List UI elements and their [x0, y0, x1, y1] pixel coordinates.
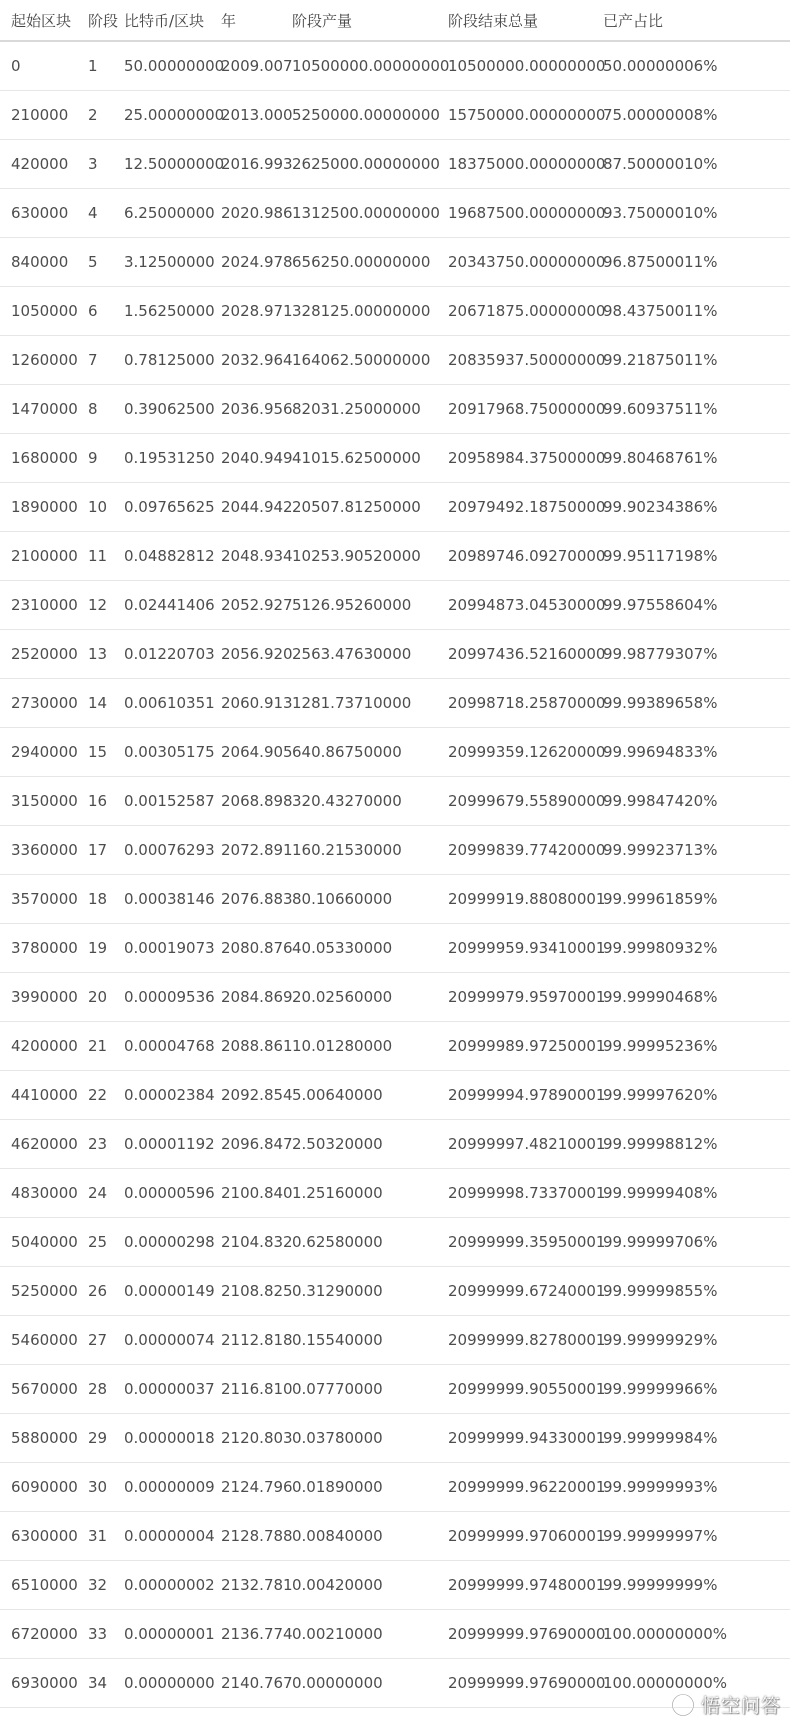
cell-stage: 15 — [88, 742, 108, 761]
cell-stage-output: 0.62580000 — [292, 1232, 383, 1251]
cell-produced-percent: 100.00000000% — [603, 1624, 727, 1643]
cell-produced-percent: 99.99999408% — [603, 1183, 718, 1202]
table-row — [0, 531, 790, 580]
cell-stage: 11 — [88, 546, 108, 565]
cell-stage-output: 1.25160000 — [292, 1183, 383, 1202]
cell-stage-end-total: 20917968.75000000 — [448, 399, 606, 418]
cell-start-block: 210000 — [11, 105, 69, 124]
cell-produced-percent: 99.99980932% — [603, 938, 718, 957]
cell-stage: 3 — [88, 154, 98, 173]
table-row — [0, 874, 790, 923]
cell-start-block: 5460000 — [11, 1330, 78, 1349]
cell-stage-output: 20507.81250000 — [292, 497, 421, 516]
cell-start-block: 2940000 — [11, 742, 78, 761]
cell-btc-per-block: 0.39062500 — [124, 399, 215, 418]
cell-stage-output: 0.00420000 — [292, 1575, 383, 1594]
cell-produced-percent: 99.99999966% — [603, 1379, 718, 1398]
cell-stage: 8 — [88, 399, 98, 418]
table-row — [0, 1021, 790, 1070]
table-row — [0, 1462, 790, 1511]
cell-produced-percent: 99.99389658% — [603, 693, 718, 712]
table-row — [0, 1511, 790, 1560]
cell-btc-per-block: 6.25000000 — [124, 203, 215, 222]
cell-stage-end-total: 20999997.48210001 — [448, 1134, 606, 1153]
cell-year: 2044.942 — [221, 497, 293, 516]
cell-stage-end-total: 10500000.00000000 — [448, 56, 606, 75]
cell-stage-output: 41015.62500000 — [292, 448, 421, 467]
table-row — [0, 1315, 790, 1364]
cell-start-block: 4830000 — [11, 1183, 78, 1202]
cell-year: 2108.825 — [221, 1281, 293, 1300]
cell-stage: 2 — [88, 105, 98, 124]
cell-year: 2104.832 — [221, 1232, 293, 1251]
header-row — [0, 0, 790, 41]
cell-stage-output: 40.05330000 — [292, 938, 393, 957]
cell-stage-output: 0.31290000 — [292, 1281, 383, 1300]
cell-stage: 4 — [88, 203, 98, 222]
col-header-year: 年 — [221, 11, 237, 30]
cell-start-block: 420000 — [11, 154, 69, 173]
cell-btc-per-block: 0.00000001 — [124, 1624, 215, 1643]
cell-start-block: 2520000 — [11, 644, 78, 663]
table-row — [0, 237, 790, 286]
cell-stage: 10 — [88, 497, 108, 516]
cell-stage-output: 0.00000000 — [292, 1673, 383, 1692]
cell-start-block: 3990000 — [11, 987, 78, 1006]
cell-start-block: 5880000 — [11, 1428, 78, 1447]
cell-year: 2068.898 — [221, 791, 293, 810]
cell-produced-percent: 99.98779307% — [603, 644, 718, 663]
cell-year: 2048.934 — [221, 546, 293, 565]
cell-btc-per-block: 0.00610351 — [124, 693, 215, 712]
cell-stage-end-total: 20999999.35950001 — [448, 1232, 606, 1251]
cell-stage: 32 — [88, 1575, 108, 1594]
cell-start-block: 2310000 — [11, 595, 78, 614]
cell-stage: 28 — [88, 1379, 108, 1398]
cell-year: 2013.000 — [221, 105, 293, 124]
cell-btc-per-block: 12.50000000 — [124, 154, 225, 173]
table-row — [0, 776, 790, 825]
table-row — [0, 923, 790, 972]
cell-start-block: 840000 — [11, 252, 69, 271]
cell-year: 2060.913 — [221, 693, 293, 712]
cell-stage-output: 0.03780000 — [292, 1428, 383, 1447]
cell-year: 2116.810 — [221, 1379, 293, 1398]
cell-stage: 30 — [88, 1477, 108, 1496]
table-row — [0, 1609, 790, 1658]
cell-stage: 24 — [88, 1183, 108, 1202]
cell-btc-per-block: 0.04882812 — [124, 546, 215, 565]
table-row — [0, 1217, 790, 1266]
cell-stage: 23 — [88, 1134, 108, 1153]
cell-stage-output: 0.15540000 — [292, 1330, 383, 1349]
cell-btc-per-block: 0.00000149 — [124, 1281, 215, 1300]
table-row — [0, 1364, 790, 1413]
cell-produced-percent: 98.43750011% — [603, 301, 718, 320]
col-header-btc-per-block: 比特币/区块 — [124, 11, 205, 30]
cell-btc-per-block: 0.00000298 — [124, 1232, 215, 1251]
cell-produced-percent: 99.99998812% — [603, 1134, 718, 1153]
table-row — [0, 1266, 790, 1315]
cell-stage-end-total: 20999999.82780001 — [448, 1330, 606, 1349]
cell-btc-per-block: 0.00038146 — [124, 889, 215, 908]
cell-stage-end-total: 20343750.00000000 — [448, 252, 606, 271]
cell-stage: 21 — [88, 1036, 108, 1055]
cell-stage-end-total: 18375000.00000000 — [448, 154, 606, 173]
cell-stage: 7 — [88, 350, 98, 369]
cell-start-block: 6300000 — [11, 1526, 78, 1545]
cell-btc-per-block: 0.00002384 — [124, 1085, 215, 1104]
table-row — [0, 90, 790, 139]
cell-stage-output: 2563.47630000 — [292, 644, 412, 663]
cell-stage: 29 — [88, 1428, 108, 1447]
table-row — [0, 384, 790, 433]
wukong-logo-icon — [671, 1693, 695, 1717]
cell-stage: 25 — [88, 1232, 108, 1251]
cell-produced-percent: 99.99847420% — [603, 791, 718, 810]
cell-stage-end-total: 20999999.90550001 — [448, 1379, 606, 1398]
cell-start-block: 3360000 — [11, 840, 78, 859]
cell-start-block: 6090000 — [11, 1477, 78, 1496]
cell-stage: 12 — [88, 595, 108, 614]
cell-stage-output: 2.50320000 — [292, 1134, 383, 1153]
table-row — [0, 678, 790, 727]
cell-stage-end-total: 20999999.97690000 — [448, 1673, 606, 1692]
cell-start-block: 6720000 — [11, 1624, 78, 1643]
cell-start-block: 5670000 — [11, 1379, 78, 1398]
cell-stage-end-total: 20999999.96220001 — [448, 1477, 606, 1496]
cell-start-block: 6930000 — [11, 1673, 78, 1692]
cell-year: 2120.803 — [221, 1428, 293, 1447]
table-header — [0, 0, 790, 41]
cell-stage: 17 — [88, 840, 108, 859]
cell-year: 2088.861 — [221, 1036, 293, 1055]
cell-stage-output: 2625000.00000000 — [292, 154, 440, 173]
cell-stage-end-total: 20999919.88080001 — [448, 889, 606, 908]
cell-stage: 6 — [88, 301, 98, 320]
cell-produced-percent: 99.97558604% — [603, 595, 718, 614]
cell-stage-end-total: 20999839.77420000 — [448, 840, 606, 859]
cell-stage-end-total: 20997436.52160000 — [448, 644, 606, 663]
cell-stage-output: 10253.90520000 — [292, 546, 421, 565]
cell-start-block: 1050000 — [11, 301, 78, 320]
cell-stage-end-total: 19687500.00000000 — [448, 203, 606, 222]
cell-stage-output: 0.00210000 — [292, 1624, 383, 1643]
cell-stage: 16 — [88, 791, 108, 810]
cell-stage: 34 — [88, 1673, 108, 1692]
cell-start-block: 4200000 — [11, 1036, 78, 1055]
cell-btc-per-block: 0.00000004 — [124, 1526, 215, 1545]
cell-stage-output: 1312500.00000000 — [292, 203, 440, 222]
cell-btc-per-block: 0.19531250 — [124, 448, 215, 467]
cell-btc-per-block: 0.00305175 — [124, 742, 215, 761]
table-row — [0, 482, 790, 531]
cell-year: 2040.949 — [221, 448, 293, 467]
col-header-stage-output: 阶段产量 — [292, 11, 353, 30]
cell-stage-output: 5126.95260000 — [292, 595, 412, 614]
cell-start-block: 630000 — [11, 203, 69, 222]
table-row — [0, 335, 790, 384]
cell-year: 2096.847 — [221, 1134, 293, 1153]
cell-produced-percent: 93.75000010% — [603, 203, 718, 222]
cell-stage-output: 0.01890000 — [292, 1477, 383, 1496]
cell-stage-end-total: 20999979.95970001 — [448, 987, 606, 1006]
cell-stage-output: 160.21530000 — [292, 840, 402, 859]
cell-btc-per-block: 0.01220703 — [124, 644, 215, 663]
cell-stage-output: 320.43270000 — [292, 791, 402, 810]
cell-stage-output: 328125.00000000 — [292, 301, 431, 320]
table-row — [0, 139, 790, 188]
cell-stage: 19 — [88, 938, 108, 957]
cell-year: 2009.007 — [221, 56, 293, 75]
cell-btc-per-block: 0.02441406 — [124, 595, 215, 614]
cell-year: 2024.978 — [221, 252, 293, 271]
cell-stage: 1 — [88, 56, 98, 75]
cell-stage-output: 640.86750000 — [292, 742, 402, 761]
cell-start-block: 0 — [11, 56, 21, 75]
cell-produced-percent: 50.00000006% — [603, 56, 718, 75]
cell-stage-output: 0.07770000 — [292, 1379, 383, 1398]
cell-year: 2036.956 — [221, 399, 293, 418]
cell-btc-per-block: 0.00000002 — [124, 1575, 215, 1594]
table-row — [0, 1119, 790, 1168]
table-row — [0, 188, 790, 237]
cell-btc-per-block: 0.00009536 — [124, 987, 215, 1006]
cell-stage-output: 1281.73710000 — [292, 693, 412, 712]
cell-btc-per-block: 0.00004768 — [124, 1036, 215, 1055]
cell-btc-per-block: 0.00076293 — [124, 840, 215, 859]
cell-btc-per-block: 0.00019073 — [124, 938, 215, 957]
cell-stage-end-total: 20835937.50000000 — [448, 350, 606, 369]
cell-stage-end-total: 20999998.73370001 — [448, 1183, 606, 1202]
col-header-start-block: 起始区块 — [11, 11, 72, 30]
cell-produced-percent: 99.99923713% — [603, 840, 718, 859]
cell-start-block: 5250000 — [11, 1281, 78, 1300]
table-row — [0, 286, 790, 335]
cell-stage-end-total: 20994873.04530000 — [448, 595, 606, 614]
cell-produced-percent: 99.99999997% — [603, 1526, 718, 1545]
col-header-stage-end-total: 阶段结束总量 — [448, 11, 539, 30]
cell-year: 2136.774 — [221, 1624, 293, 1643]
cell-stage-output: 164062.50000000 — [292, 350, 431, 369]
cell-stage: 27 — [88, 1330, 108, 1349]
cell-year: 2064.905 — [221, 742, 293, 761]
cell-start-block: 1260000 — [11, 350, 78, 369]
table-row — [0, 1560, 790, 1609]
cell-year: 2100.840 — [221, 1183, 293, 1202]
cell-stage-end-total: 20999999.97690000 — [448, 1624, 606, 1643]
watermark — [671, 1691, 781, 1718]
cell-stage-end-total: 20999994.97890001 — [448, 1085, 606, 1104]
cell-stage-end-total: 20999999.67240001 — [448, 1281, 606, 1300]
cell-btc-per-block: 0.00000009 — [124, 1477, 215, 1496]
cell-produced-percent: 100.00000000% — [603, 1673, 727, 1692]
cell-year: 2016.993 — [221, 154, 293, 173]
cell-produced-percent: 96.87500011% — [603, 252, 718, 271]
cell-produced-percent: 99.80468761% — [603, 448, 718, 467]
cell-stage-end-total: 20999679.55890000 — [448, 791, 606, 810]
cell-produced-percent: 99.95117198% — [603, 546, 718, 565]
table-body — [0, 41, 790, 1707]
cell-produced-percent: 99.99997620% — [603, 1085, 718, 1104]
cell-year: 2028.971 — [221, 301, 293, 320]
cell-year: 2132.781 — [221, 1575, 293, 1594]
cell-produced-percent: 99.99999999% — [603, 1575, 718, 1594]
cell-produced-percent: 99.90234386% — [603, 497, 718, 516]
cell-stage: 9 — [88, 448, 98, 467]
cell-year: 2128.788 — [221, 1526, 293, 1545]
cell-produced-percent: 99.99990468% — [603, 987, 718, 1006]
cell-stage-end-total: 20999359.12620000 — [448, 742, 606, 761]
cell-start-block: 5040000 — [11, 1232, 78, 1251]
cell-stage: 18 — [88, 889, 108, 908]
cell-btc-per-block: 0.09765625 — [124, 497, 215, 516]
cell-year: 2112.818 — [221, 1330, 293, 1349]
cell-stage-end-total: 20999999.97060001 — [448, 1526, 606, 1545]
cell-year: 2084.869 — [221, 987, 293, 1006]
cell-stage: 22 — [88, 1085, 108, 1104]
cell-year: 2056.920 — [221, 644, 293, 663]
cell-btc-per-block: 0.00000074 — [124, 1330, 215, 1349]
cell-year: 2052.927 — [221, 595, 293, 614]
cell-stage-output: 80.10660000 — [292, 889, 393, 908]
cell-stage-end-total: 15750000.00000000 — [448, 105, 606, 124]
cell-stage-end-total: 20999999.94330001 — [448, 1428, 606, 1447]
cell-year: 2076.883 — [221, 889, 293, 908]
cell-year: 2032.964 — [221, 350, 293, 369]
table-row — [0, 1168, 790, 1217]
table-row — [0, 629, 790, 678]
cell-btc-per-block: 0.00000018 — [124, 1428, 215, 1447]
cell-stage-output: 10500000.00000000 — [292, 56, 450, 75]
cell-produced-percent: 99.21875011% — [603, 350, 718, 369]
cell-stage-output: 5250000.00000000 — [292, 105, 440, 124]
table-row — [0, 1413, 790, 1462]
cell-btc-per-block: 50.00000000 — [124, 56, 225, 75]
cell-start-block: 3780000 — [11, 938, 78, 957]
cell-btc-per-block: 0.00000037 — [124, 1379, 215, 1398]
cell-start-block: 1470000 — [11, 399, 78, 418]
cell-btc-per-block: 1.56250000 — [124, 301, 215, 320]
cell-stage: 31 — [88, 1526, 108, 1545]
cell-stage-end-total: 20999959.93410001 — [448, 938, 606, 957]
cell-stage-end-total: 20958984.37500000 — [448, 448, 606, 467]
table-row — [0, 1070, 790, 1119]
cell-stage-end-total: 20979492.18750000 — [448, 497, 606, 516]
cell-stage-output: 10.01280000 — [292, 1036, 393, 1055]
cell-stage-output: 5.00640000 — [292, 1085, 383, 1104]
cell-stage-end-total: 20989746.09270000 — [448, 546, 606, 565]
cell-stage: 26 — [88, 1281, 108, 1300]
cell-produced-percent: 99.99995236% — [603, 1036, 718, 1055]
cell-produced-percent: 87.50000010% — [603, 154, 718, 173]
cell-btc-per-block: 0.00000000 — [124, 1673, 215, 1692]
cell-year: 2080.876 — [221, 938, 293, 957]
cell-year: 2092.854 — [221, 1085, 293, 1104]
cell-year: 2072.891 — [221, 840, 293, 859]
cell-produced-percent: 99.99999984% — [603, 1428, 718, 1447]
cell-stage: 20 — [88, 987, 108, 1006]
cell-produced-percent: 75.00000008% — [603, 105, 718, 124]
cell-stage: 5 — [88, 252, 98, 271]
table-row — [0, 972, 790, 1021]
cell-year: 2124.796 — [221, 1477, 293, 1496]
cell-stage: 13 — [88, 644, 108, 663]
table-row — [0, 580, 790, 629]
cell-produced-percent: 99.99999855% — [603, 1281, 718, 1300]
cell-btc-per-block: 3.12500000 — [124, 252, 215, 271]
cell-start-block: 1680000 — [11, 448, 78, 467]
cell-start-block: 4410000 — [11, 1085, 78, 1104]
cell-produced-percent: 99.99694833% — [603, 742, 718, 761]
cell-produced-percent: 99.99999993% — [603, 1477, 718, 1496]
watermark-text: 悟空问答 — [700, 1695, 781, 1717]
cell-start-block: 6510000 — [11, 1575, 78, 1594]
table-row — [0, 727, 790, 776]
cell-stage-end-total: 20999989.97250001 — [448, 1036, 606, 1055]
cell-stage-end-total: 20998718.25870000 — [448, 693, 606, 712]
cell-stage-output: 82031.25000000 — [292, 399, 421, 418]
table-row — [0, 825, 790, 874]
cell-produced-percent: 99.99999706% — [603, 1232, 718, 1251]
cell-start-block: 4620000 — [11, 1134, 78, 1153]
table-row — [0, 433, 790, 482]
cell-start-block: 2730000 — [11, 693, 78, 712]
cell-stage: 14 — [88, 693, 108, 712]
cell-btc-per-block: 0.00001192 — [124, 1134, 215, 1153]
cell-produced-percent: 99.60937511% — [603, 399, 718, 418]
cell-produced-percent: 99.99961859% — [603, 889, 718, 908]
cell-stage-end-total: 20999999.97480001 — [448, 1575, 606, 1594]
cell-start-block: 3570000 — [11, 889, 78, 908]
cell-stage-output: 656250.00000000 — [292, 252, 431, 271]
cell-produced-percent: 99.99999929% — [603, 1330, 718, 1349]
cell-btc-per-block: 0.00000596 — [124, 1183, 215, 1202]
cell-start-block: 1890000 — [11, 497, 78, 516]
col-header-produced-percent: 已产占比 — [603, 11, 664, 30]
cell-stage: 33 — [88, 1624, 108, 1643]
cell-stage-end-total: 20671875.00000000 — [448, 301, 606, 320]
cell-btc-per-block: 0.78125000 — [124, 350, 215, 369]
cell-stage-output: 0.00840000 — [292, 1526, 383, 1545]
cell-stage-output: 20.02560000 — [292, 987, 393, 1006]
cell-year: 2020.986 — [221, 203, 293, 222]
cell-year: 2140.767 — [221, 1673, 293, 1692]
cell-start-block: 2100000 — [11, 546, 78, 565]
table-row — [0, 41, 790, 90]
col-header-stage: 阶段 — [88, 11, 119, 30]
cell-btc-per-block: 0.00152587 — [124, 791, 215, 810]
cell-btc-per-block: 25.00000000 — [124, 105, 225, 124]
cell-start-block: 3150000 — [11, 791, 78, 810]
